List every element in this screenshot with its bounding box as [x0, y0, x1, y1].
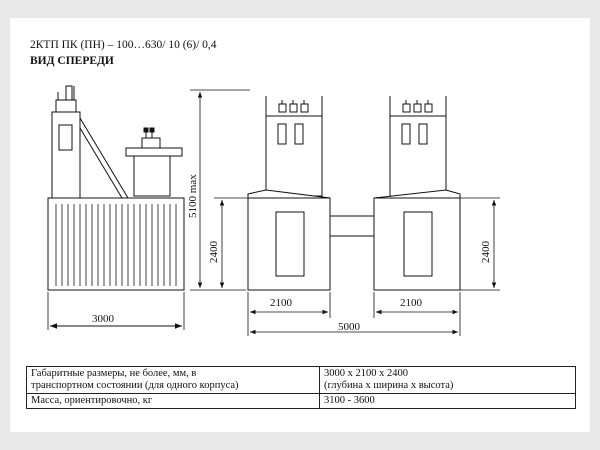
specs-table [26, 366, 576, 409]
dim-label-2100-left: 2100 [270, 297, 292, 309]
specs-label-line: Масса, ориентировочно, кг [31, 395, 153, 406]
dim-label-2100-right: 2100 [400, 297, 422, 309]
side-view [48, 86, 184, 330]
drawing-title: 2КТП ПК (ПН) – 100…630/ 10 (6)/ 0,4 [30, 39, 217, 51]
transformer-roof-plate [126, 148, 182, 156]
drawing-subtitle: ВИД СПЕРЕДИ [30, 55, 114, 67]
dim-label-5100: 5100 max [187, 174, 199, 218]
front-module-2 [374, 96, 460, 290]
specs-label-line: транспортном состоянии (для одного корпуса) [31, 380, 239, 391]
specs-label-cell [27, 367, 320, 394]
specs-value-line: 3100 - 3600 [324, 395, 375, 406]
transformer-bushing-box [142, 138, 160, 148]
dim-label-3000: 3000 [92, 313, 114, 325]
transformer-body [134, 156, 170, 196]
support-strut [80, 118, 128, 198]
specs-row [27, 394, 576, 409]
tower-window [59, 125, 72, 150]
specs-row [27, 367, 576, 394]
dim-label-2400-right: 2400 [480, 241, 492, 263]
side-housing-ribs [56, 204, 176, 286]
specs-value-line: (глубина х ширина х высота) [324, 380, 454, 391]
specs-label-line: Габаритные размеры, не более, мм, в [31, 368, 197, 379]
inter-module-bus [330, 216, 374, 236]
specs-label-cell [27, 394, 320, 409]
specs-value-cell [320, 394, 576, 409]
dim-label-2400-left: 2400 [208, 241, 220, 263]
front-module-1 [248, 96, 330, 290]
dim-label-5000: 5000 [338, 321, 360, 333]
hv-tower-cap [56, 100, 76, 112]
specs-value-line: 3000 х 2100 х 2400 [324, 368, 408, 379]
specs-value-cell [320, 367, 576, 394]
